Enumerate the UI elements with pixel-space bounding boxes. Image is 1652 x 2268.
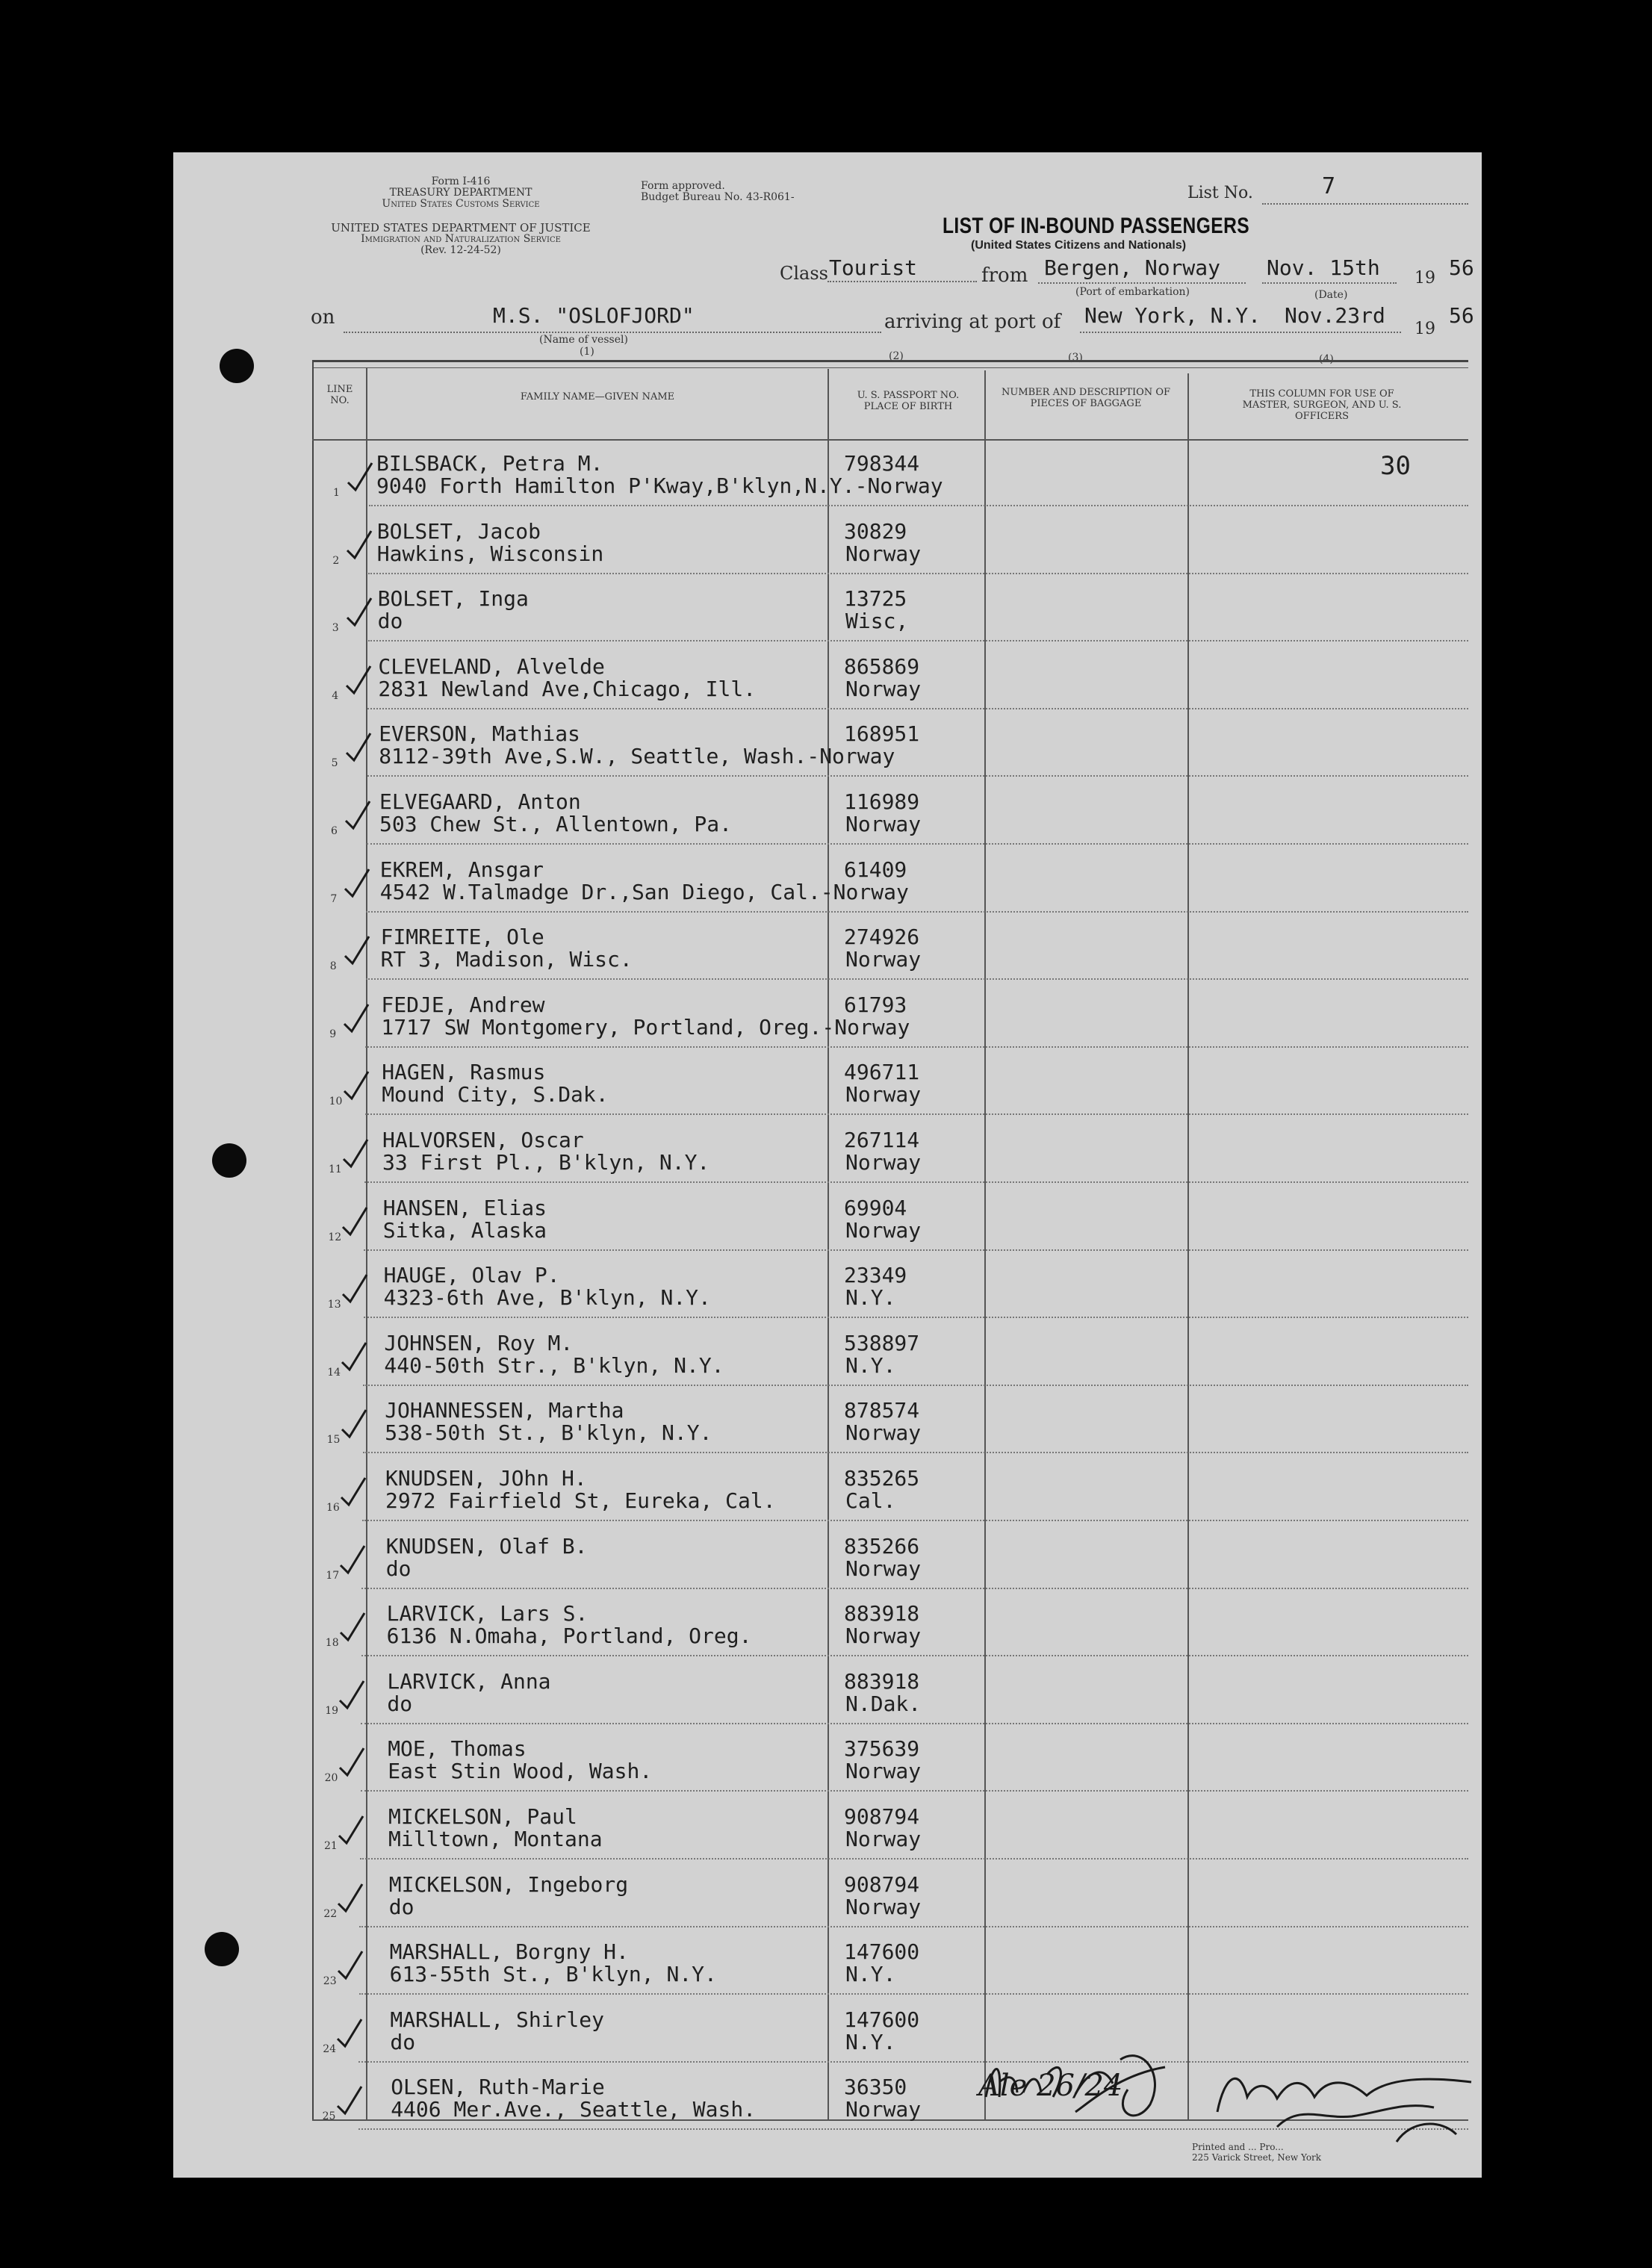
passenger-address: do	[385, 1556, 412, 1581]
row-divider	[364, 1181, 1468, 1183]
row-line-number: 19	[325, 1704, 339, 1717]
row-line-number: 24	[323, 2042, 337, 2055]
check-mark-icon	[344, 595, 374, 628]
class-line	[827, 281, 977, 282]
list-no-line	[1262, 203, 1468, 205]
check-mark-icon	[345, 460, 375, 493]
passenger-address: 8112-39th Ave,S.W., Seattle, Wash.-Norway	[379, 744, 895, 769]
check-mark-icon	[337, 1745, 367, 1778]
embark-date-line	[1262, 282, 1397, 284]
place-of-birth: Norway	[845, 1556, 922, 1581]
passenger-name: CLEVELAND, Alvelde	[378, 653, 605, 679]
dept-block	[308, 223, 614, 256]
list-title: LIST OF IN-BOUND PASSENGERS	[943, 214, 1250, 238]
check-mark-icon	[335, 1881, 365, 1914]
passport-number: 147600	[844, 1939, 920, 1965]
row-line-number: 18	[325, 1637, 339, 1650]
place-of-birth: N.Y.	[845, 2029, 896, 2054]
passport-number: 835265	[844, 1466, 920, 1491]
embark-date: Nov. 15th	[1267, 255, 1380, 280]
place-of-birth: N.Y.	[845, 1962, 896, 1987]
passenger-name: HALVORSEN, Oscar	[382, 1128, 584, 1152]
passenger-address: East Stin Wood, Wash.	[388, 1759, 653, 1784]
row-line-number: 23	[323, 1975, 337, 1988]
from-label: from	[981, 264, 1028, 287]
passenger-address: Hawkins, Wisconsin	[376, 541, 604, 566]
row-line-number: 5	[331, 757, 338, 770]
row-line-number: 8	[329, 960, 337, 973]
row-line-number: 17	[326, 1569, 340, 1582]
row-divider	[365, 1046, 1468, 1048]
check-mark-icon	[339, 1340, 369, 1373]
col-num-2: (2)	[889, 350, 904, 362]
passenger-address: do	[390, 2029, 416, 2054]
row-line-number: 9	[329, 1028, 337, 1040]
check-mark-icon	[341, 1137, 370, 1169]
check-mark-icon	[341, 1069, 371, 1102]
passenger-name: HAGEN, Rasmus	[382, 1060, 546, 1085]
passenger-name: EVERSON, Mathias	[379, 721, 580, 747]
passport-number: 878574	[844, 1398, 920, 1423]
passenger-name: BOLSET, Inga	[377, 586, 529, 612]
handwritten-note: Ale 26/24	[978, 2069, 1123, 2103]
passenger-address: 503 Chew St., Allentown, Pa.	[379, 812, 733, 836]
check-mark-icon	[342, 933, 372, 966]
passenger-name: LARVICK, Anna	[387, 1668, 551, 1694]
passport-number: 61409	[844, 857, 907, 882]
place-of-birth: Norway	[845, 1894, 922, 1919]
passenger-name: MARSHALL, Shirley	[390, 2007, 604, 2032]
passenger-address: 538-50th St., B'klyn, N.Y.	[385, 1420, 712, 1446]
row-line-number: 10	[329, 1096, 343, 1108]
passport-number: 835266	[844, 1533, 920, 1559]
row-line-number: 14	[327, 1366, 341, 1379]
passenger-name: MOE, Thomas	[388, 1736, 527, 1762]
budget-line: Budget Bureau No. 43-R061-	[641, 191, 795, 203]
passport-number: 61793	[844, 992, 907, 1017]
approval-line: Form approved.	[641, 180, 725, 192]
dept-justice: UNITED STATES DEPARTMENT OF JUSTICE	[331, 221, 591, 234]
passenger-address: do	[387, 1691, 413, 1716]
list-subtitle: (United States Citizens and Nationals)	[971, 239, 1187, 252]
passenger-address: 33 First Pl., B'klyn, N.Y.	[382, 1150, 710, 1175]
from-value: Bergen, Norway	[1044, 255, 1221, 280]
row-divider	[368, 573, 1468, 574]
passenger-address: do	[377, 609, 403, 634]
row-line-number: 12	[328, 1231, 342, 1243]
row-divider	[361, 1588, 1468, 1589]
row-line-number: 1	[333, 487, 340, 499]
check-mark-icon	[338, 1543, 367, 1576]
passenger-name: FIMREITE, Ole	[380, 925, 544, 950]
passenger-name: BOLSET, Jacob	[376, 518, 541, 544]
form-number: Form I-416	[431, 175, 491, 187]
passenger-name: BILSBACK, Petra M.	[376, 451, 603, 476]
passenger-address: do	[388, 1894, 414, 1919]
embark-year: 56	[1449, 255, 1474, 280]
passport-number: 267114	[844, 1128, 920, 1152]
place-of-birth: Cal.	[845, 1488, 896, 1513]
row-line-number: 7	[330, 892, 338, 905]
header-bottom-rule	[312, 439, 1468, 441]
vessel-line	[344, 332, 881, 333]
treasury-dept: TREASURY DEPARTMENT	[389, 187, 532, 199]
passport-number: 798344	[844, 451, 920, 476]
form-id-block	[363, 176, 559, 210]
passport-number: 168951	[844, 721, 920, 747]
passport-number: 116989	[844, 789, 920, 814]
passport-number: 865869	[844, 653, 920, 679]
row-divider	[360, 1858, 1468, 1860]
passenger-address: Sitka, Alaska	[382, 1217, 547, 1243]
place-of-birth: Norway	[845, 1150, 922, 1175]
passenger-address: 1717 SW Montgomery, Portland, Oreg.-Norway	[381, 1014, 910, 1040]
passport-number: 274926	[844, 925, 920, 950]
table-left-edge	[312, 360, 314, 2119]
check-mark-icon	[339, 1407, 369, 1440]
punch-hole-top	[220, 349, 254, 383]
place-of-birth: N.Dak.	[845, 1691, 922, 1716]
row-divider	[367, 843, 1468, 845]
name-divider	[827, 369, 829, 2119]
check-mark-icon	[344, 663, 373, 696]
check-mark-icon	[338, 1610, 367, 1643]
row-divider	[363, 1452, 1468, 1453]
line-no-divider	[366, 367, 367, 2119]
row-divider	[361, 1790, 1468, 1792]
passport-number: 69904	[844, 1195, 907, 1220]
passenger-address: Milltown, Montana	[388, 1827, 603, 1851]
passenger-address: 9040 Forth Hamilton P'Kway,B'klyn,N.Y.-Norway	[376, 473, 943, 498]
header-line-no: LINE NO.	[326, 384, 353, 406]
row-line-number: 4	[332, 689, 339, 702]
place-of-birth: Norway	[845, 676, 922, 701]
col-num-1: (1)	[580, 346, 594, 358]
passport-number: 147600	[844, 2007, 920, 2032]
place-of-birth: N.Y.	[845, 1352, 896, 1378]
passenger-address: 4406 Mer.Ave., Seattle, Wash.	[391, 2097, 757, 2122]
check-mark-icon	[340, 1205, 370, 1237]
row-divider	[361, 1655, 1468, 1656]
row-line-number: 16	[326, 1502, 340, 1514]
ins-line: Immigration and Naturalization Service	[361, 233, 561, 245]
check-mark-icon	[335, 2016, 364, 2049]
passenger-name: OLSEN, Ruth-Marie	[391, 2075, 605, 2100]
col-num-3: (3)	[1068, 352, 1083, 364]
place-of-birth: Norway	[845, 1420, 922, 1446]
revision: (Rev. 12-24-52)	[420, 244, 501, 256]
row-line-number: 21	[324, 1840, 338, 1852]
place-of-birth: Wisc,	[845, 609, 909, 634]
check-mark-icon	[335, 1948, 365, 1981]
place-of-birth: Norway	[845, 947, 922, 972]
passenger-name: KNUDSEN, Olaf B.	[385, 1533, 588, 1559]
row-divider	[369, 505, 1468, 506]
passport-number: 375639	[844, 1736, 920, 1762]
passenger-name: JOHNSEN, Roy M.	[384, 1330, 574, 1355]
passport-number: 908794	[844, 1804, 920, 1829]
passenger-name: FEDJE, Andrew	[381, 992, 545, 1017]
place-of-birth: Norway	[845, 812, 922, 836]
passport-number: 13725	[844, 586, 907, 612]
passenger-name: MARSHALL, Borgny H.	[389, 1939, 629, 1965]
row-line-number: 2	[332, 554, 340, 567]
class-value: Tourist	[829, 255, 918, 280]
check-mark-icon	[336, 1813, 366, 1846]
row-line-number: 11	[329, 1163, 342, 1175]
passenger-address: 2831 Newland Ave,Chicago, Ill.	[378, 676, 757, 701]
passenger-name: EKREM, Ansgar	[379, 857, 544, 882]
place-of-birth: Norway	[845, 1827, 922, 1851]
passenger-name: HANSEN, Elias	[382, 1195, 547, 1220]
header-baggage: NUMBER AND DESCRIPTION OF PIECES OF BAGGAGE	[1001, 387, 1170, 409]
passenger-name: MICKELSON, Ingeborg	[388, 1871, 629, 1897]
passport-number: 883918	[844, 1668, 920, 1694]
passenger-name: HAUGE, Olav P.	[383, 1263, 560, 1288]
table-top-rule-2	[312, 367, 1468, 368]
check-mark-icon	[344, 730, 373, 763]
class-label: Class	[780, 263, 828, 284]
passenger-address: 440-50th Str., B'klyn, N.Y.	[384, 1352, 724, 1378]
place-of-birth: Norway	[845, 541, 922, 566]
passport-number: 538897	[844, 1330, 920, 1355]
passenger-name: KNUDSEN, JOhn H.	[385, 1466, 587, 1491]
check-mark-icon	[337, 1678, 367, 1711]
header-name: FAMILY NAME—GIVEN NAME	[520, 391, 675, 403]
row-divider	[359, 1926, 1468, 1927]
passport-divider	[984, 370, 986, 2119]
check-mark-icon	[343, 798, 373, 831]
row-divider	[367, 775, 1468, 777]
list-no-value: 7	[1322, 173, 1336, 199]
arrival-year-prefix: 19	[1415, 320, 1435, 338]
passport-number: 23349	[844, 1263, 907, 1288]
punch-hole-middle	[212, 1143, 246, 1178]
printer-imprint	[1192, 2142, 1321, 2163]
row-divider	[359, 1993, 1468, 1995]
row-line-number: 6	[331, 825, 338, 837]
passport-number: 36350	[844, 2075, 907, 2100]
port-embark-caption: (Port of embarkation)	[1075, 286, 1190, 298]
check-mark-icon	[341, 1001, 371, 1034]
officer-note: 30	[1380, 451, 1411, 481]
row-divider	[365, 1113, 1468, 1115]
check-mark-icon	[335, 2084, 364, 2116]
table-top-rule	[312, 360, 1468, 362]
passport-number: 496711	[844, 1060, 920, 1085]
row-line-number: 22	[323, 1907, 338, 1920]
row-line-number: 3	[332, 622, 339, 635]
check-mark-icon	[342, 866, 372, 899]
passenger-address: 4542 W.Talmadge Dr.,San Diego, Cal.-Norway	[379, 879, 909, 904]
on-label: on	[311, 306, 335, 329]
check-mark-icon	[340, 1272, 370, 1305]
date-caption: (Date)	[1314, 289, 1348, 301]
passenger-name: JOHANNESSEN, Martha	[385, 1398, 624, 1423]
col-num-4: (4)	[1319, 353, 1334, 365]
header-officers: THIS COLUMN FOR USE OF MASTER, SURGEON, AND U. S. OFFICERS	[1242, 388, 1402, 422]
row-divider	[364, 1317, 1468, 1318]
passenger-address: 4323-6th Ave, B'klyn, N.Y.	[383, 1285, 711, 1311]
row-divider	[361, 1723, 1468, 1724]
arrival-date: Nov.23rd	[1285, 303, 1385, 328]
row-line-number: 20	[324, 1772, 338, 1785]
passenger-address: 6136 N.Omaha, Portland, Oreg.	[386, 1624, 752, 1649]
row-line-number: 13	[327, 1299, 341, 1311]
header-passport: U. S. PASSPORT NO. PLACE OF BIRTH	[857, 390, 960, 412]
arrival-port: New York, N.Y.	[1084, 303, 1261, 328]
place-of-birth: Norway	[845, 1082, 922, 1107]
passport-number: 908794	[844, 1871, 920, 1897]
passport-number: 30829	[844, 518, 907, 544]
check-mark-icon	[338, 1475, 368, 1508]
row-divider	[363, 1385, 1468, 1386]
passenger-name: LARVICK, Lars S.	[386, 1601, 589, 1627]
passport-number: 883918	[844, 1601, 920, 1627]
arrival-line	[1080, 332, 1401, 333]
place-of-birth: Norway	[845, 1217, 922, 1243]
printer-line-1: Printed and ... Pro...	[1192, 2142, 1284, 2152]
arrival-year: 56	[1449, 303, 1474, 328]
list-no-label: List No.	[1187, 184, 1253, 202]
passenger-address: RT 3, Madison, Wisc.	[380, 947, 633, 972]
row-divider	[362, 1520, 1468, 1521]
check-mark-icon	[344, 528, 374, 561]
passenger-name: ELVEGAARD, Anton	[379, 789, 581, 814]
row-divider	[368, 640, 1468, 641]
place-of-birth: Norway	[845, 1624, 922, 1649]
customs-service: United States Customs Service	[382, 198, 540, 210]
punch-hole-bottom	[205, 1932, 239, 1966]
row-divider	[366, 978, 1468, 980]
passenger-address: 613-55th St., B'klyn, N.Y.	[389, 1962, 717, 1987]
passenger-name: MICKELSON, Paul	[388, 1804, 577, 1829]
printer-line-2: 225 Varick Street, New York	[1192, 2152, 1322, 2163]
place-of-birth: Norway	[845, 1759, 922, 1784]
row-divider	[367, 708, 1468, 709]
row-divider	[364, 1249, 1468, 1251]
row-line-number: 25	[322, 2110, 336, 2123]
row-line-number: 15	[326, 1434, 341, 1447]
passenger-address: Mound City, S.Dak.	[382, 1082, 609, 1107]
vessel-caption: (Name of vessel)	[539, 334, 628, 346]
place-of-birth: N.Y.	[845, 1285, 896, 1311]
vessel-name: M.S. "OSLOFJORD"	[493, 303, 695, 328]
from-line	[1038, 282, 1246, 284]
row-divider	[366, 911, 1468, 913]
approval-block	[641, 181, 795, 203]
arriving-label: arriving at port of	[884, 311, 1061, 333]
place-of-birth: Norway	[845, 2097, 922, 2122]
passenger-address: 2972 Fairfield St, Eureka, Cal.	[385, 1488, 776, 1513]
embark-year-prefix: 19	[1415, 269, 1435, 288]
